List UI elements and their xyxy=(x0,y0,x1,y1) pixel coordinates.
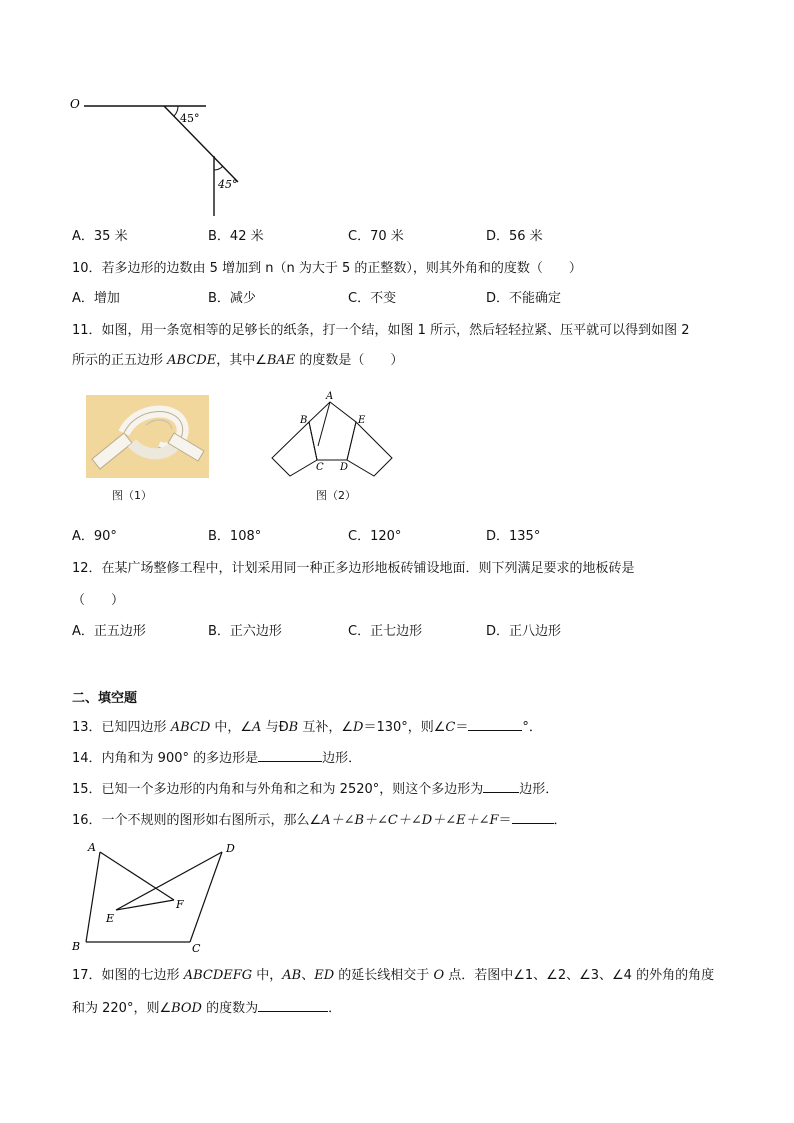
q9-option-d: D．56 米 xyxy=(486,229,543,244)
q11-option-b: B．108° xyxy=(208,529,262,544)
q12-option-a: A．正五边形 xyxy=(72,624,146,639)
q11-figure-1-photo xyxy=(86,395,209,478)
left-strip xyxy=(272,422,317,476)
q12-option-c: C．正七边形 xyxy=(348,624,423,639)
q13-stem: 13．已知四边形 ABCD 中，∠A 与ÐB 互补，∠D＝130°，则∠C＝ °． xyxy=(72,717,542,737)
segment-af xyxy=(100,852,174,900)
q16-answer-blank[interactable] xyxy=(512,810,554,824)
label-b: B xyxy=(72,940,81,953)
label-d: D xyxy=(226,842,235,855)
q12-stem-line1: 12．在某广场整修工程中，计划采用同一种正多边形地板砖铺设地面．则下列满足要求的地板砖是 xyxy=(72,561,635,576)
q10-option-b: B．减少 xyxy=(208,291,256,306)
angle-arc-2 xyxy=(214,166,223,170)
q17-stem-line1: 17．如图的七边形 ABCDEFG 中，AB、ED 的延长线相交于 O 点．若图中∠1、∠2、∠3、∠4 的外角的角度 xyxy=(72,968,715,983)
q17-stem-line2: 和为 220°，则∠BOD 的度数为 ． xyxy=(72,998,341,1018)
label-f: F xyxy=(176,898,184,911)
q15-stem: 15．已知一个多边形的内角和与外角和之和为 2520°，则这个多边形为 边形． xyxy=(72,779,558,799)
q10-option-d: D．不能确定 xyxy=(486,291,562,306)
q11-option-d: D．135° xyxy=(486,529,541,544)
q9-figure xyxy=(68,92,248,222)
q11-figure-2 xyxy=(266,390,396,482)
angle-arc-1 xyxy=(174,106,178,116)
label-e: E xyxy=(106,912,115,925)
q15-answer-blank[interactable] xyxy=(483,779,519,793)
label-e: E xyxy=(358,415,366,426)
q9-option-b: B．42 米 xyxy=(208,229,264,244)
label-d: D xyxy=(340,462,349,473)
segment-cd xyxy=(190,852,222,942)
q12-option-d: D．正八边形 xyxy=(486,624,562,639)
q14-answer-blank[interactable] xyxy=(258,748,322,762)
angle-label-1: 45° xyxy=(180,112,200,125)
section-title-fill-in: 二、填空题 xyxy=(72,691,138,706)
segment-ab xyxy=(86,852,100,942)
label-c: C xyxy=(192,942,201,955)
label-b: B xyxy=(300,415,308,426)
q14-stem: 14．内角和为 900° 的多边形是 边形． xyxy=(72,748,361,768)
q16-stem: 16．一个不规则的图形如右图所示，那么∠A＋∠B＋∠C＋∠D＋∠E＋∠F＝ ． xyxy=(72,810,567,830)
label-a: A xyxy=(326,391,334,402)
q11-option-a: A．90° xyxy=(72,529,117,544)
q12-option-b: B．正六边形 xyxy=(208,624,282,639)
q11-figure-1-caption: 图（1） xyxy=(112,489,152,502)
q10-option-a: A．增加 xyxy=(72,291,120,306)
slant-line xyxy=(164,106,238,182)
label-a: A xyxy=(88,841,96,854)
q11-option-c: C．120° xyxy=(348,529,402,544)
q9-option-a: A．35 米 xyxy=(72,229,128,244)
label-c: C xyxy=(316,462,324,473)
q11-stem-line2: 所示的正五边形 ABCDE，其中∠BAE 的度数是（ ） xyxy=(72,353,404,368)
angle-label-2: 45° xyxy=(218,178,238,191)
q10-stem: 10．若多边形的边数由 5 增加到 n（n 为大于 5 的正整数），则其外角和的度数（ ） xyxy=(72,261,582,276)
q16-figure xyxy=(70,838,250,958)
q9-option-c: C．70 米 xyxy=(348,229,404,244)
q17-answer-blank[interactable] xyxy=(258,998,328,1012)
q10-option-c: C．不变 xyxy=(348,291,397,306)
q12-stem-line2: （ ） xyxy=(72,593,125,608)
q11-stem-line1: 11．如图，用一条宽相等的足够长的纸条，打一个结，如图 1 所示，然后轻轻拉紧、压平就可以得到如图 2 xyxy=(72,323,690,338)
point-o-label: O xyxy=(70,97,80,111)
q13-answer-blank[interactable] xyxy=(468,717,522,731)
q11-figure-2-caption: 图（2） xyxy=(316,489,356,502)
inner-fold-line xyxy=(318,402,330,446)
right-strip xyxy=(347,422,392,476)
